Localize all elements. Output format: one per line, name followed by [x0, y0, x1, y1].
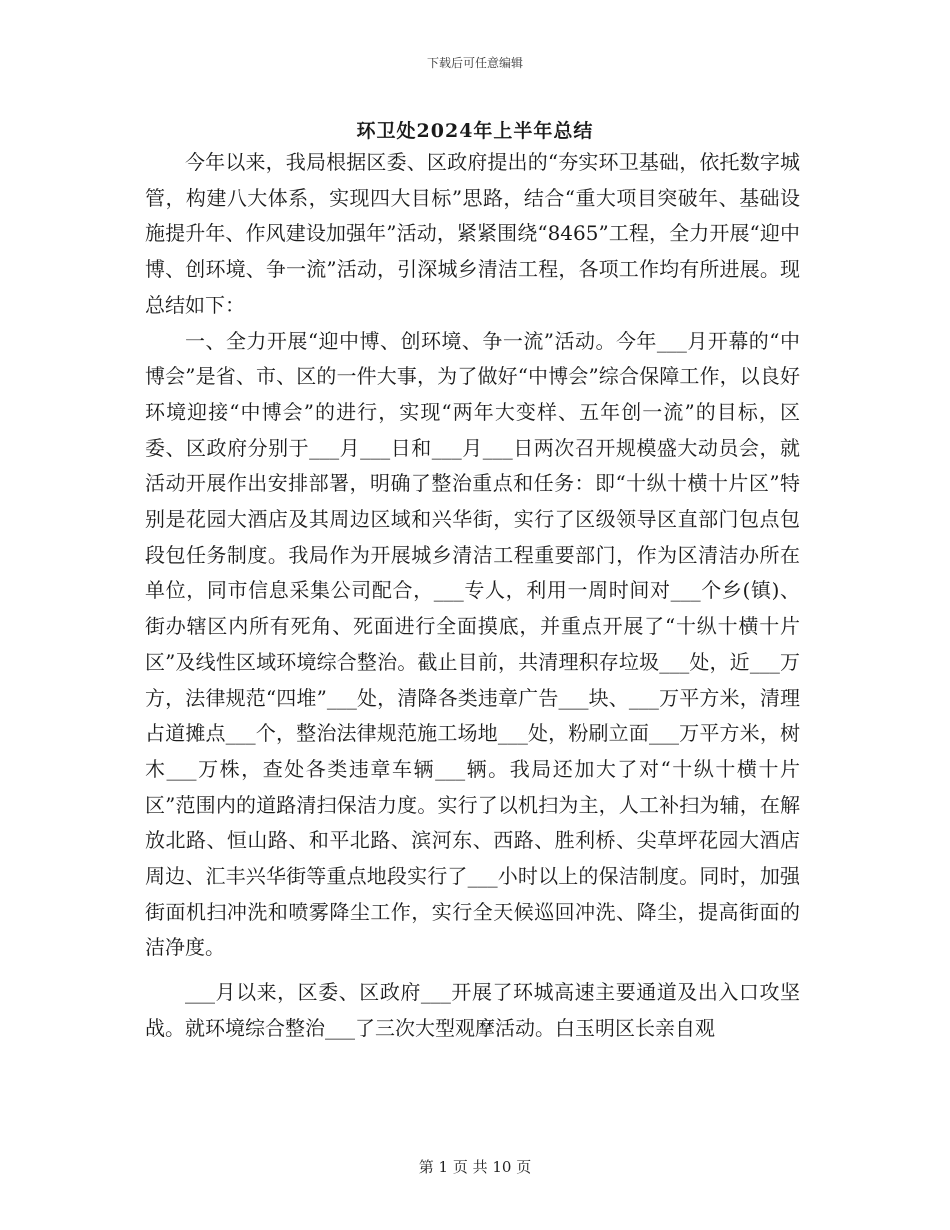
document-title: 环卫处2024年上半年总结 [356, 120, 594, 142]
paragraph-continuation: ___月以来，区委、区政府___开展了环城高速主要通道及出入口攻坚战。就环境综合整治___了三次大型观摩活动。白玉明区长亲自观 [145, 980, 800, 1040]
page-number: 第 1 页 共 10 页 [418, 1158, 532, 1176]
document-body [145, 145, 800, 1047]
page-header-note: 下载后可任意编辑 [426, 56, 523, 70]
paragraph-intro: 今年以来，我局根据区委、区政府提出的“夯实环卫基础，依托数字城管，构建八大体系，实现四大目标”思路，结合“重大项目突破年、基础设施提升年、作风建设加强年”活动，紧紧围绕“8465”工程，全力开展“迎中博、创环境、争一流”活动，引深城乡清洁工程，各项工作均有所进展。现总结如下： [145, 150, 800, 317]
paragraph-section-one: 一、全力开展“迎中博、创环境、争一流”活动。今年___月开幕的“中博会”是省、市、区的一件大事，为了做好“中博会”综合保障工作，以良好环境迎接“中博会”的进行，实现“两年大变样、五年创一流”的目标，区委、区政府分别于___月___日和___月___日两次召开规模盛大动员会，就活动开展作出安排部署，明确了整治重点和任务：即“十纵十横十片区”特别是花园大酒店及其周边区域和兴华街，实行了区级领导区直部门包点包段包任务制度。我局作为开展城乡清洁工程重要部门，作为区清洁办所在单位，同市信息采集公司配合，___专人，利用一周时间对___个乡(镇)、街办辖区内所有死角、死面进行全面摸底，并重点开展了“十纵十横十片区”及线性区域环境综合整治。截止目前，共清理积存垃圾___处，近___万方，法律规范“四堆”___处，清降各类违章广告___块、___万平方米，清理占道摊点___个，整治法律规范施工场地___处，粉刷立面___万平方米，树木___万株，查处各类违章车辆___辆。我局还加大了对“十纵十横十片区”范围内的道路清扫保洁力度。实行了以机扫为主，人工补扫为辅，在解放北路、恒山路、和平北路、滨河东、西路、胜利桥、尖草坪花园大酒店周边、汇丰兴华街等重点地段实行了___小时以上的保洁制度。同时，加强街面机扫冲洗和喷雾降尘工作，实行全天候巡回冲洗、降尘，提高街面的洁净度。 [145, 328, 800, 960]
